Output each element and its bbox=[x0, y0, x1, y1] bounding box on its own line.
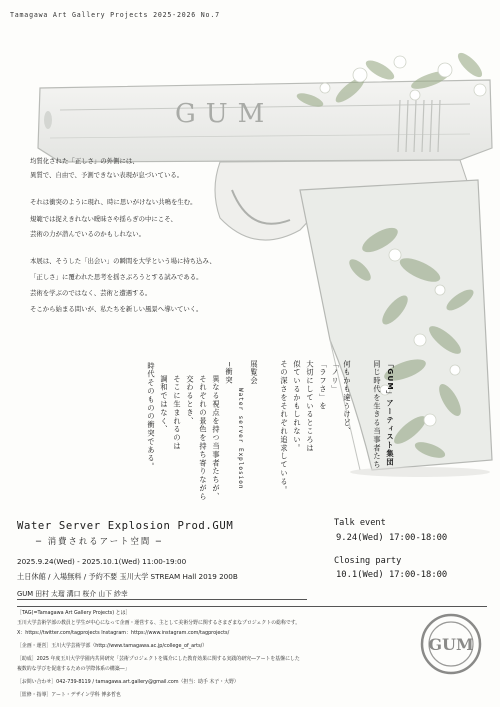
stamp-text: GUM bbox=[428, 635, 474, 654]
footer-line: ［TAG(=Tamagawa Art Gallery Projects) とは］ bbox=[17, 610, 131, 616]
footer-line: 玉川大学芸術学部の教員と学生が中心になって企画・運営する、主として美術分野に関するさまざまなプロジェクトの総称です。 bbox=[17, 620, 301, 626]
vertical-line: 大切にしているところは bbox=[306, 360, 315, 453]
vertical-line: 似ているかもしれない。 bbox=[293, 360, 302, 453]
vertical-line: 異なる視点を持つ当事者たちが、 bbox=[212, 375, 221, 501]
intro-line: 規範では捉えきれない曖昧さや揺らぎの中にこそ、 bbox=[30, 215, 177, 223]
closing-party-label: Closing party bbox=[334, 556, 402, 566]
vertical-line: Water server Explosion bbox=[237, 388, 244, 490]
divider bbox=[17, 599, 307, 600]
intro-line: 均質化された「正しさ」の外側には、 bbox=[30, 157, 139, 165]
intro-line: 芸術の力が潜んでいるのかもしれない。 bbox=[30, 230, 146, 238]
footer-line: ［企画・運営］玉川大学芸術学部（http://www.tamagawa.ac.jp/college_of_arts/） bbox=[17, 643, 208, 649]
vertical-line: 「GUM」アーティスト集団 bbox=[386, 360, 395, 467]
footer-line: 複数的な学びを促進するための学際体系の構築―」 bbox=[17, 666, 130, 672]
vertical-line: 「ラフさ」を bbox=[319, 360, 328, 411]
gun-engraving: GUM bbox=[175, 99, 275, 129]
vertical-line: 何もかも違うけど、 bbox=[343, 360, 352, 436]
vertical-line: 「ノリ」 bbox=[331, 360, 340, 394]
event-title: Water Server Explosion Prod.GUM bbox=[17, 520, 234, 532]
footer-line: ［助成］2025 年度玉川大学学園内共同研究「芸術プロジェクトを媒介にした教育効果に関する実践的研究―アートを基盤にした bbox=[17, 656, 300, 662]
intro-line: そこから始まる問いが、私たちを新しい風景へ導いていく。 bbox=[30, 305, 203, 313]
vertical-line: そこに生まれるのは bbox=[173, 375, 182, 451]
vertical-line: 同じ時代を生きる当事者たち bbox=[373, 360, 382, 470]
talk-event-time: 9.24(Wed) 17:00-18:00 bbox=[336, 533, 448, 543]
header-text: Tamagawa Art Gallery Projects 2025-2026 No.7 bbox=[10, 11, 220, 19]
event-access: 土日休館 / 入場無料 / 予約不要 玉川大学 STREAM Hall 2019 200B bbox=[17, 572, 238, 581]
intro-line: それは衝突のように現れ、時に思いがけない共鳴を生む。 bbox=[30, 198, 197, 206]
vertical-line: 展覧会 bbox=[250, 360, 259, 386]
event-subtitle: ─ 消費されるアート空間 ─ bbox=[36, 536, 163, 546]
intro-line: 異質で、自由で、予測できない表現が息づいている。 bbox=[30, 171, 184, 179]
artists: GUM 田村 太瑠 溝口 桜介 山下 紗幸 bbox=[17, 590, 128, 598]
footer-line: ［お問い合わせ］042-739-8119 / tamagawa.art.gallery@gmail.com（担当：助手 木子・大野） bbox=[17, 679, 239, 685]
footer-line: X：https://twitter.com/tagprojects Instagram：https://www.instagram.com/tagprojects/ bbox=[17, 630, 230, 636]
intro-line: 芸術を学ぶのではなく、芸術と遭遇する。 bbox=[30, 289, 152, 297]
intro-line: 本展は、そうした「出会い」の瞬間を大学という場に持ち込み、 bbox=[30, 257, 216, 265]
divider bbox=[17, 606, 487, 607]
vertical-line: 交わるとき、 bbox=[186, 375, 195, 426]
event-dates: 2025.9.24(Wed) - 2025.10.1(Wed) 11:00-19:00 bbox=[17, 557, 187, 566]
vertical-line: ─衝突 bbox=[225, 362, 234, 385]
gum-logo bbox=[420, 613, 482, 675]
vertical-line: 調和ではなく、 bbox=[160, 375, 169, 434]
vertical-line: それぞれの景色を持ち寄りながら bbox=[199, 375, 208, 501]
talk-event-label: Talk event bbox=[334, 518, 386, 528]
vertical-line: 時代そのものの衝突である。 bbox=[147, 362, 156, 472]
closing-party-time: 10.1(Wed) 17:00-18:00 bbox=[336, 570, 448, 580]
footer-line: ［監修・指導］アート・デザイン学科 博多哲也 bbox=[17, 692, 121, 698]
intro-line: 「正しさ」に覆われた思考を揺さぶろうとする試みである。 bbox=[30, 273, 203, 281]
vertical-line: その深さをそれぞれ追求している。 bbox=[280, 360, 289, 495]
